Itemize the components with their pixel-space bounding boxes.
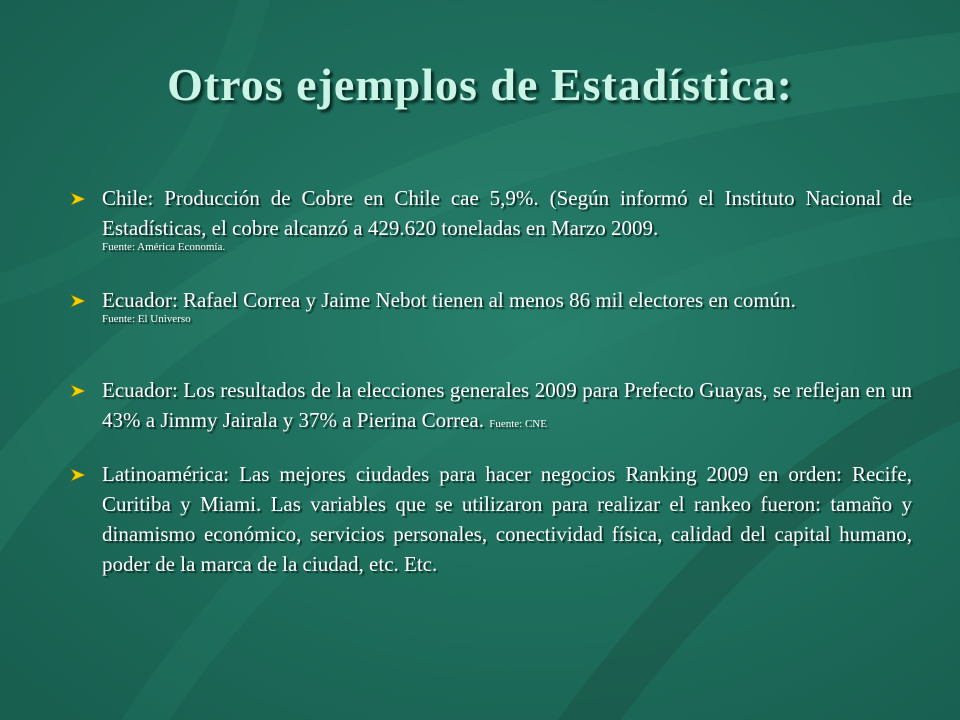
bullet-item-latinoamerica	[70, 459, 912, 579]
slide-title: Otros ejemplos de Estadística:	[167, 59, 793, 110]
bullet-list	[70, 183, 912, 579]
bullet-text: Ecuador: Rafael Correa y Jaime Nebot tienen al menos 86 mil electores en común.	[102, 288, 796, 312]
bullet-source: Fuente: CNE	[489, 418, 547, 430]
bullet-item-ecuador-prefecto	[70, 375, 912, 435]
bullet-text: Ecuador: Los resultados de la elecciones generales 2009 para Prefecto Guayas, se reflejan en un 43% a Jimmy Jairala y 37% a Pierina Correa.	[102, 378, 912, 432]
bullet-item-chile	[70, 183, 912, 255]
arrow-bullet-icon	[70, 192, 86, 206]
bullet-source: Fuente: América Economía.	[102, 241, 226, 253]
bullet-text: Chile: Producción de Cobre en Chile cae 5,9%. (Según informó el Instituto Nacional de Estadísticas, el cobre alcanzó a 429.620 toneladas en Marzo 2009.	[102, 186, 912, 240]
arrow-bullet-icon	[70, 468, 86, 482]
arrow-bullet-icon	[70, 294, 86, 308]
bullet-text: Latinoamérica: Las mejores ciudades para hacer negocios Ranking 2009 en orden: Recife, Curitiba y Miami. Las variables que se utilizaron para realizar el rankeo fueron: tamaño y dinamismo económico, servicios personales, conectividad física, calidad del capital humano, poder de la marca de la ciudad, etc. Etc.	[102, 462, 912, 576]
bullet-source: Fuente: El Universo	[102, 313, 191, 325]
bullet-item-ecuador-electores	[70, 285, 912, 327]
arrow-bullet-icon	[70, 384, 86, 398]
